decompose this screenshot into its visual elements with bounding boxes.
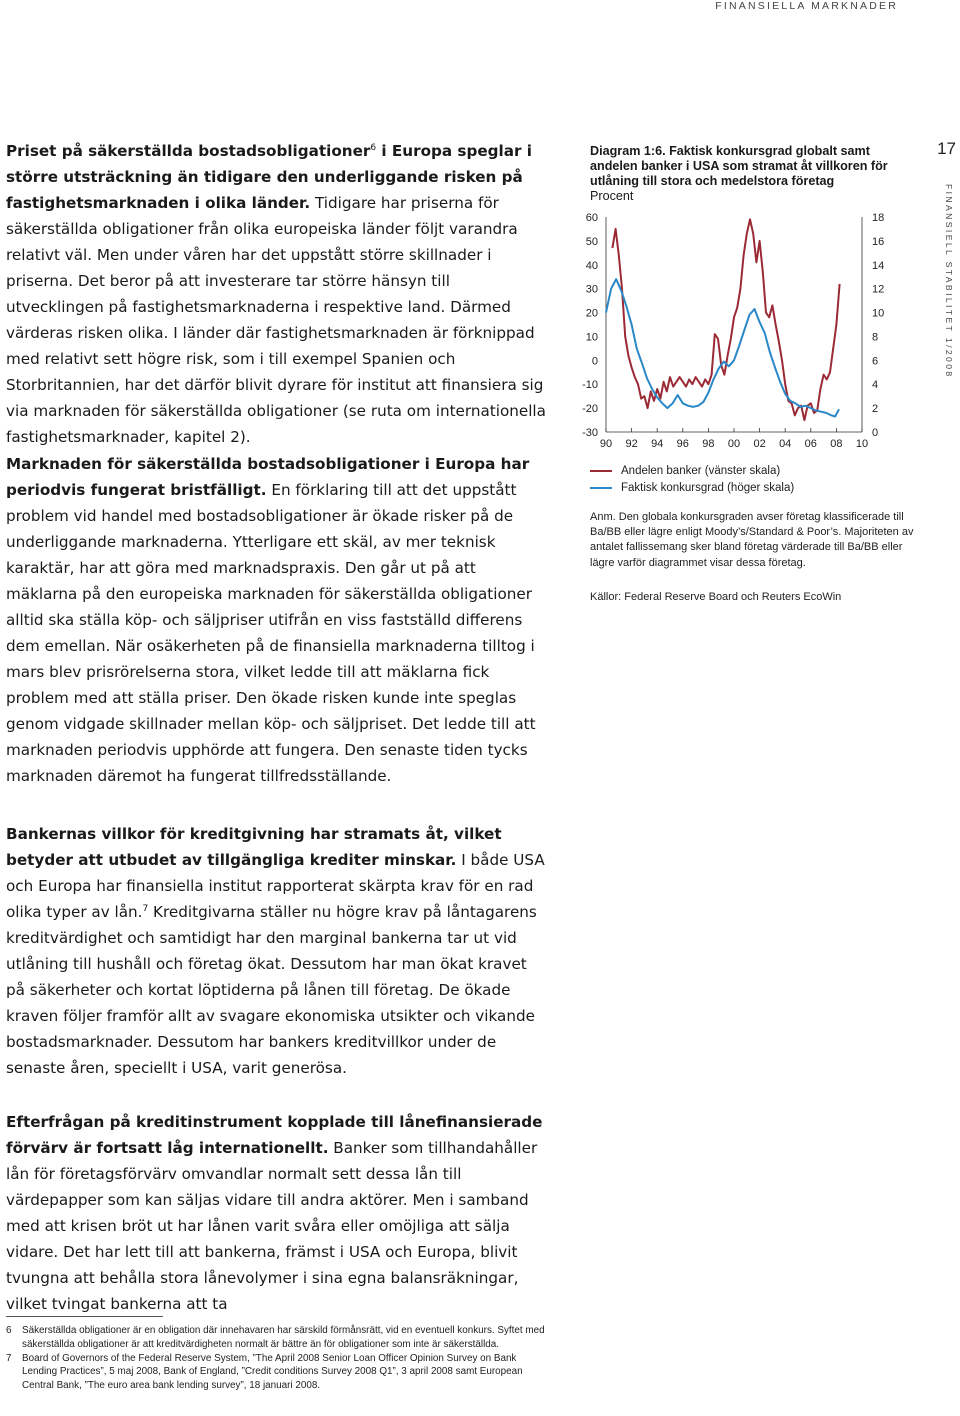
chart-series bbox=[606, 219, 840, 420]
p1-lead: Priset på säkerställda bostadsobligationer bbox=[6, 142, 371, 160]
left-tick-label: 0 bbox=[591, 355, 598, 368]
right-axis-ticks bbox=[872, 212, 884, 439]
left-tick-label: 60 bbox=[585, 212, 598, 224]
left-tick-label: -30 bbox=[582, 427, 598, 439]
x-tick-label: 02 bbox=[753, 438, 766, 450]
x-tick-label: 10 bbox=[855, 438, 869, 450]
p2-text: En förklaring till att det uppstått problem vid handel med bostadsobligationer är ökade risker på de underliggande marknaderna. Ytterligare ett skäl, av mer teknisk karaktär, har att göra med marknadspraxis. Den går ut på att mäklarna på den europeiska marknaden för säkerställda obligationer alltid ska ställa köp- och säljpriser utifrån en viss fastställd differens dem emellan. När osäkerheten på de finansiella marknaderna tilltog i mars blev prisrörelserna stora, vilket ledde till att mäklarna fick problem med att ställa priser. Den ökade risken kunde inte speglas genom vidgade skillnader mellan köp- och säljpriset. Det ledde till att marknaden periodvis upphörde att fungera. Den senaste tiden tycks marknaden däremot ha fungerat tillfredsställande. bbox=[6, 481, 536, 785]
chart-title-text: Faktisk konkursgrad globalt samt andelen banker i USA som stramat åt villkoren för utlåning till stora och medelstora företag bbox=[590, 144, 888, 188]
left-tick-label: -20 bbox=[582, 403, 598, 416]
x-tick-label: 00 bbox=[727, 438, 741, 450]
legend-swatch-default bbox=[590, 487, 612, 489]
x-tick-label: 08 bbox=[830, 438, 843, 450]
p2-lead: Marknaden för säkerställda bostadsobligationer i Europa har periodvis fungerat bristfälligt. bbox=[6, 455, 530, 499]
paragraph-1 bbox=[6, 138, 548, 450]
footnote-ref-7[interactable]: 7 bbox=[142, 903, 149, 914]
paragraph-4 bbox=[6, 1109, 548, 1317]
left-tick-label: 10 bbox=[585, 331, 598, 344]
legend-label-banks: Andelen banker (vänster skala) bbox=[621, 464, 781, 477]
right-tick-label: 8 bbox=[872, 331, 879, 344]
line-chart bbox=[560, 205, 900, 455]
footnote-rule bbox=[6, 1316, 163, 1317]
footnote-text: Board of Governors of the Federal Reserve System, ”The April 2008 Senior Loan Officer Opinion Survey on Bank Lending Practices”, 5 maj 2008, Bank of England, ”Credit conditions Survey 2008 Q1”, 3 april 2008 samt European Central Bank, ”The euro area bank lending survey”, 18 januari 2008. bbox=[22, 1352, 523, 1392]
right-tick-label: 6 bbox=[872, 355, 879, 368]
footnote-ref-6[interactable]: 6 bbox=[370, 142, 377, 153]
right-tick-label: 14 bbox=[872, 259, 885, 272]
right-tick-label: 0 bbox=[872, 427, 879, 439]
paragraph-3 bbox=[6, 821, 548, 1081]
x-axis-ticks bbox=[600, 428, 868, 450]
x-tick-label: 92 bbox=[625, 438, 638, 450]
right-tick-label: 12 bbox=[872, 283, 885, 296]
chart-unit: Procent bbox=[590, 189, 634, 203]
series-line-banks bbox=[612, 219, 839, 420]
legend-item-banks bbox=[590, 462, 794, 479]
left-axis-ticks bbox=[582, 212, 598, 439]
right-tick-label: 18 bbox=[872, 212, 885, 224]
p3-lead: Bankernas villkor för kreditgivning har stramats åt, vilket betyder att utbudet av tillgängliga krediter minskar. bbox=[6, 825, 502, 869]
left-tick-label: 50 bbox=[585, 235, 598, 248]
x-tick-label: 94 bbox=[651, 438, 664, 450]
legend-item-default bbox=[590, 479, 794, 496]
right-tick-label: 16 bbox=[872, 235, 885, 248]
legend-swatch-banks bbox=[590, 470, 612, 472]
publication-label: FINANSIELL STABILITET 1/2008 bbox=[944, 184, 954, 379]
footnote-7 bbox=[6, 1352, 546, 1393]
x-tick-label: 96 bbox=[676, 438, 689, 450]
x-tick-label: 98 bbox=[702, 438, 715, 450]
p3-text-cont: Kreditgivarna ställer nu högre krav på låntagarens kreditvärdighet och samtidigt har den marginal bankerna tar ut vid utlåning till hushåll och företag ökat. Dessutom har man ökat kravet på säkerheter och kortat löptiderna på lånen till företag. De ökade kraven följer framför allt av svagare ekonomiska utsikter och vikande bostadsmarknader. Dessutom har bankers kreditvillkor under de senaste åren, speciellt i USA, varit generösa. bbox=[6, 903, 537, 1077]
left-tick-label: 40 bbox=[585, 259, 598, 272]
footnotes bbox=[6, 1324, 546, 1393]
legend-label-default: Faktisk konkursgrad (höger skala) bbox=[621, 481, 795, 494]
left-tick-label: 20 bbox=[585, 307, 598, 320]
left-tick-label: 30 bbox=[585, 283, 598, 296]
footnote-text: Säkerställda obligationer är en obligation där innehavaren har särskild förmånsrätt, vid en eventuell konkurs. Syftet med säkerställda obligationer är att kreditvärdigheten normalt är bättre än för obligationer som inte är säkerställda. bbox=[22, 1325, 545, 1350]
footnote-number: 7 bbox=[6, 1352, 12, 1364]
chart-title bbox=[590, 144, 910, 189]
chart-caption bbox=[590, 144, 910, 204]
chart-sources: Källor: Federal Reserve Board och Reuters EcoWin bbox=[590, 591, 842, 603]
right-tick-label: 10 bbox=[872, 307, 885, 320]
left-tick-label: -10 bbox=[582, 379, 598, 392]
p1-lead-cont: i Europa speglar i större utsträckning än tidigare den underliggande risken på fastighetsmarknaden i olika länder. bbox=[6, 142, 532, 212]
chart-label: Diagram 1:6. bbox=[590, 144, 666, 158]
right-tick-label: 2 bbox=[872, 403, 879, 416]
footnote-6 bbox=[6, 1324, 546, 1352]
x-tick-label: 04 bbox=[779, 438, 792, 450]
p4-lead: Efterfrågan på kreditinstrument kopplade till lånefinansierade förvärv är fortsatt låg internationellt. bbox=[6, 1113, 543, 1157]
x-tick-label: 90 bbox=[599, 438, 613, 450]
p4-text: Banker som tillhandahåller lån för företagsförvärv omvandlar normalt sett dessa lån till värdepapper som kan säljas vidare till andra aktörer. Men i samband med att krisen bröt ut har lånen varit svåra eller omöjliga att sälja vidare. Det har lett till att bankerna, främst i USA och Europa, blivit tvungna att behålla stora lånevolymer i sina egna balansräkningar, vilket tvingat bankerna att ta bbox=[6, 1139, 538, 1313]
paragraph-2 bbox=[6, 451, 548, 789]
chart-note bbox=[590, 510, 920, 571]
note-label: Anm. bbox=[590, 511, 616, 523]
right-tick-label: 4 bbox=[872, 379, 879, 392]
chart-legend bbox=[590, 462, 794, 496]
p3-text: I både USA och Europa har finansiella institut rapporterat skärpta krav för en rad olika typer av lån. bbox=[6, 851, 545, 921]
x-tick-label: 06 bbox=[804, 438, 817, 450]
page-number: 17 bbox=[937, 139, 956, 158]
running-head: FINANSIELLA MARKNADER bbox=[715, 0, 898, 12]
p1-text: Tidigare har priserna för säkerställda obligationer från olika europeiska länder följt varandra relativt väl. Men under våren har det uppstått större skillnader i priserna. Det beror på att investerare tar större hänsyn till utvecklingen på fastighetsmarknaderna i respektive land. Därmed värderas risken olika. I länder där fastighetsmarknaden är förknippad med relativt sett högre risk, som i till exempel Spanien och Storbritannien, har det därför blivit dyrare för institut att finansiera sig via marknaden för säkerställda obligationer (se ruta om internationella fastighetsmarknader, kapitel 2). bbox=[6, 194, 546, 446]
note-text: Den globala konkursgraden avser företag klassificerade till Ba/BB eller lägre enligt Moody’s/Standard & Poor’s. Majoriteten av antalet fallissemang sker bland företag värderade till Ba/BB eller lägre varför diagrammet visar dessa företag. bbox=[590, 511, 914, 569]
footnote-number: 6 bbox=[6, 1325, 12, 1336]
